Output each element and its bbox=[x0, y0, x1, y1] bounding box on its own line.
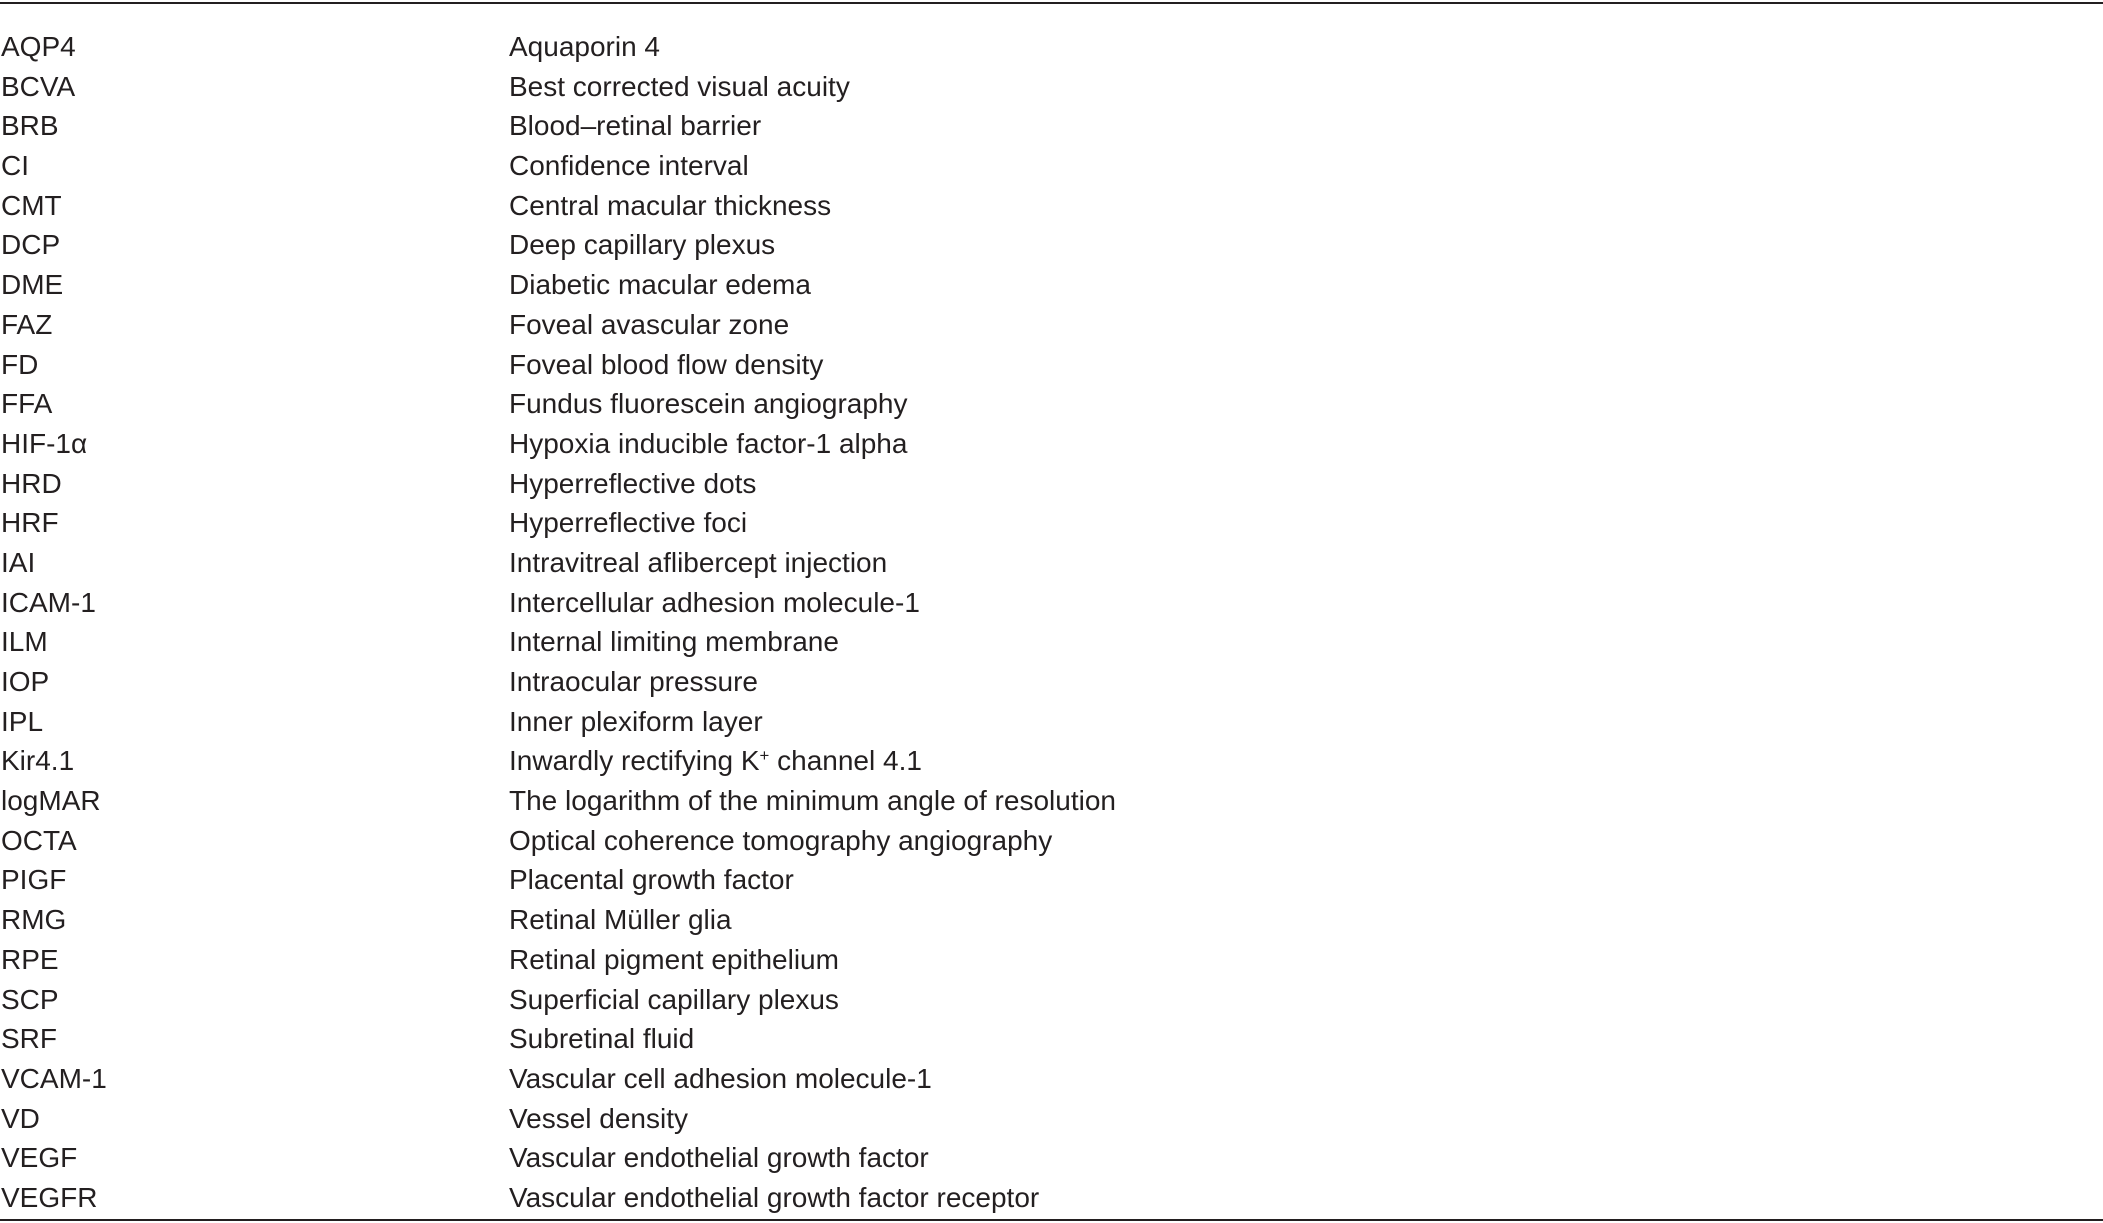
table-row bbox=[0, 781, 2103, 821]
abbreviation-cell: DCP bbox=[1, 229, 61, 261]
abbreviation-cell: BRB bbox=[1, 110, 59, 142]
table-row bbox=[0, 1099, 2103, 1139]
abbreviation-cell: VCAM-1 bbox=[1, 1062, 107, 1094]
abbreviation-cell: VD bbox=[1, 1102, 40, 1134]
abbreviation-cell: BCVA bbox=[1, 70, 76, 102]
table-row bbox=[0, 900, 2103, 940]
table-row bbox=[0, 106, 2103, 146]
definition-text-tail: channel 4.1 bbox=[769, 745, 922, 777]
table-row bbox=[0, 662, 2103, 702]
definition-cell bbox=[509, 741, 922, 781]
table-row bbox=[0, 345, 2103, 385]
definition-cell: Blood–retinal barrier bbox=[509, 110, 762, 142]
definition-cell: Vascular cell adhesion molecule-1 bbox=[509, 1062, 932, 1094]
abbreviation-cell: SRF bbox=[1, 1023, 57, 1055]
table-row bbox=[0, 860, 2103, 900]
definition-cell: Vessel density bbox=[509, 1102, 688, 1134]
table-row bbox=[0, 186, 2103, 226]
table-top-rule bbox=[0, 2, 2103, 4]
definition-cell: Hypoxia inducible factor-1 alpha bbox=[509, 427, 908, 459]
abbreviation-cell: HIF-1α bbox=[1, 427, 88, 459]
table-row bbox=[0, 424, 2103, 464]
definition-cell: Diabetic macular edema bbox=[509, 269, 811, 301]
table-row bbox=[0, 980, 2103, 1020]
abbreviation-cell: ICAM-1 bbox=[1, 586, 96, 618]
definition-cell: Vascular endothelial growth factor bbox=[509, 1142, 929, 1174]
definition-text: Inwardly rectifying K bbox=[509, 745, 760, 777]
abbreviation-cell: VEGF bbox=[1, 1142, 78, 1174]
definition-cell: Best corrected visual acuity bbox=[509, 70, 850, 102]
abbreviation-cell: CI bbox=[1, 150, 29, 182]
definition-cell: Central macular thickness bbox=[509, 189, 832, 221]
table-row bbox=[0, 146, 2103, 186]
table-row bbox=[0, 27, 2103, 67]
definition-cell: Foveal avascular zone bbox=[509, 308, 790, 340]
definition-cell: Hyperreflective dots bbox=[509, 467, 757, 499]
definition-cell: Intraocular pressure bbox=[509, 666, 759, 697]
abbreviation-cell: SCP bbox=[1, 983, 59, 1015]
abbreviation-cell: IOP bbox=[1, 666, 50, 697]
definition-cell: Foveal blood flow density bbox=[509, 348, 824, 380]
definition-cell: Intravitreal aflibercept injection bbox=[509, 546, 888, 578]
definition-cell: Vascular endothelial growth factor receptor bbox=[509, 1181, 1040, 1213]
abbreviation-cell: HRF bbox=[1, 507, 59, 539]
definition-cell: Optical coherence tomography angiography bbox=[509, 824, 1053, 856]
definition-cell: Intercellular adhesion molecule-1 bbox=[509, 586, 920, 618]
table-row bbox=[0, 67, 2103, 107]
definition-cell: Fundus fluorescein angiography bbox=[509, 388, 908, 420]
abbreviation-cell: Kir4.1 bbox=[1, 745, 75, 777]
definition-cell: The logarithm of the minimum angle of resolution bbox=[509, 785, 1116, 817]
table-row bbox=[0, 305, 2103, 345]
superscript-plus: + bbox=[759, 746, 770, 766]
definition-cell: Internal limiting membrane bbox=[509, 626, 839, 658]
definition-cell: Aquaporin 4 bbox=[509, 31, 661, 62]
abbreviation-cell: FD bbox=[1, 348, 39, 380]
table-row bbox=[0, 940, 2103, 980]
definition-cell: Confidence interval bbox=[509, 150, 749, 182]
abbreviation-cell: ILM bbox=[1, 626, 48, 658]
definition-cell: Placental growth factor bbox=[509, 864, 794, 896]
table-row bbox=[0, 543, 2103, 583]
table-row bbox=[0, 503, 2103, 543]
abbreviation-cell: FAZ bbox=[1, 308, 53, 340]
table-row bbox=[0, 464, 2103, 504]
table-row bbox=[0, 384, 2103, 424]
abbreviation-cell: DME bbox=[1, 269, 64, 301]
abbreviation-cell: HRD bbox=[1, 467, 62, 499]
abbreviation-cell: IPL bbox=[1, 705, 44, 737]
table-row bbox=[0, 1019, 2103, 1059]
definition-cell: Retinal pigment epithelium bbox=[509, 943, 839, 975]
abbreviation-cell: RMG bbox=[1, 904, 67, 936]
abbreviation-cell: PIGF bbox=[1, 864, 67, 896]
table-row bbox=[0, 265, 2103, 305]
definition-cell: Superficial capillary plexus bbox=[509, 983, 839, 1015]
abbreviation-cell: FFA bbox=[1, 388, 53, 420]
table-row bbox=[0, 821, 2103, 861]
table-bottom-rule bbox=[0, 1219, 2103, 1221]
definition-cell: Inner plexiform layer bbox=[509, 705, 763, 737]
abbreviation-cell: AQP4 bbox=[1, 31, 76, 62]
table-row bbox=[0, 741, 2103, 781]
abbreviation-cell: RPE bbox=[1, 943, 59, 975]
table-row bbox=[0, 702, 2103, 742]
table-row bbox=[0, 225, 2103, 265]
definition-cell: Hyperreflective foci bbox=[509, 507, 748, 539]
abbreviation-cell: VEGFR bbox=[1, 1181, 98, 1213]
table-row bbox=[0, 583, 2103, 623]
table-row bbox=[0, 622, 2103, 662]
abbreviation-cell: CMT bbox=[1, 189, 62, 221]
abbreviation-cell: logMAR bbox=[1, 785, 101, 817]
table-row bbox=[0, 1059, 2103, 1099]
abbreviation-cell: IAI bbox=[1, 546, 36, 578]
definition-cell: Deep capillary plexus bbox=[509, 229, 776, 261]
table-row bbox=[0, 1138, 2103, 1178]
table-row bbox=[0, 1178, 2103, 1218]
definition-cell: Retinal Müller glia bbox=[509, 904, 732, 936]
abbreviation-cell: OCTA bbox=[1, 824, 77, 856]
table-body bbox=[0, 27, 2103, 1218]
definition-cell: Subretinal fluid bbox=[509, 1023, 695, 1055]
